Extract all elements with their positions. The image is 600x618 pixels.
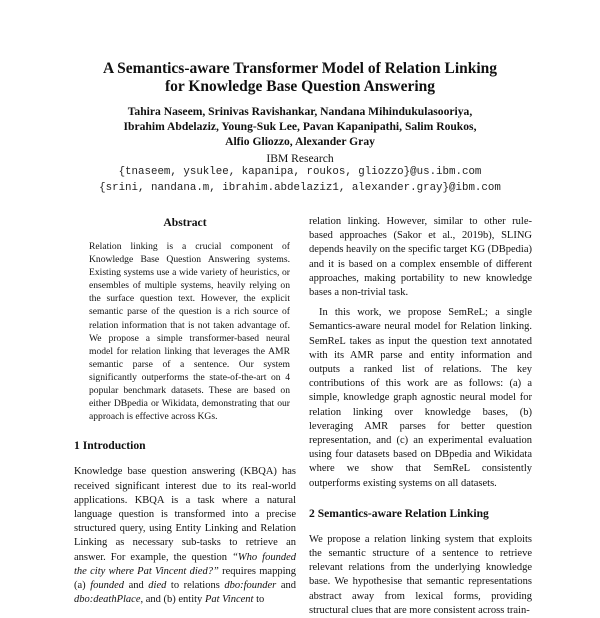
author-list [0, 104, 600, 149]
left-column [74, 216, 296, 607]
contributions-paragraph: In this work, we propose SemReL; a single Semantics-aware neural model for Relation linking. SemReL takes as input the question text annotated with its AMR parse and entity information and outputs a ranked list of relations. The key contributions of this work are as follows: (a) a simple, knowledge graph agnostic neural model for relation linking over knowledge bases, (b) leveraging AMR parses for better question representation, and (c) an experimental evaluation using four datasets based on DBpedia and Wikidata where we show that SemReL consistently outperforms existing systems on all datasets. [309, 307, 532, 489]
right-column [309, 215, 532, 618]
authors-line-3: Alfio Gliozzo, Alexander Gray [225, 135, 375, 148]
related-work-paragraph: relation linking. However, similar to other rule-based approaches (Sakor et al., 2019b), SLING depends heavily on the specific target KG (DBpedia) and it is based on a complex ensemble of different approaches, making portability to new knowledge bases a non-trivial task. [309, 216, 532, 299]
affiliation: IBM Research [266, 152, 334, 165]
section-2-heading: 2 Semantics-aware Relation Linking [309, 506, 489, 520]
title-line-2: for Knowledge Base Question Answering [164, 78, 436, 95]
abstract-heading: Abstract [163, 216, 207, 229]
emails-line-1: {tnaseem, ysuklee, kapanipa, roukos, gliozzo}@us.ibm.com [118, 166, 482, 178]
authors-line-1: Tahira Naseem, Srinivas Ravishankar, Nandana Mihindukulasooriya, [127, 105, 473, 118]
emails-line-2: {srini, nandana.m, ibrahim.abdelaziz1, alexander.gray}@ibm.com [99, 182, 501, 194]
authors-line-2: Ibrahim Abdelaziz, Young-Suk Lee, Pavan Kapanipathi, Salim Roukos, [123, 120, 477, 133]
method-paragraph: We propose a relation linking system that exploits the semantic structure of a sentence to retrieve relevant relations from the underlying knowledge base. We hypothesise that semantic representations abstract away from lexical forms, providing structural clues that are more consistent across train- [309, 533, 532, 616]
section-1-heading: 1 Introduction [74, 439, 146, 453]
paper-title [0, 60, 600, 96]
example-question: “Who founded the city where Pat Vincent died?” [74, 551, 296, 577]
introduction-paragraph: Knowledge base question answering (KBQA) has received significant interest due to its real-world applications. KBQA is a task where a natural language question is transformed into a precise structured query, using Entity Linking and Relation Linking as necessary sub-tasks to retrieve an answer. For example, the question “Who founded the city where Pat Vincent died?” requires mapping (a) founded and died to relations dbo:founder and dbo:deathPlace, and (b) entity Pat Vincent to [74, 466, 297, 606]
abstract-text: Relation linking is a crucial component of Knowledge Base Question Answering systems. Existing systems use a wide variety of heuristics, or ensembles of multiple systems, heavily relying on the surface question text. However, the explicit semantic parse of the question is a rich source of relation information that is not taken advantage of. We propose a simple transformer-based neural model for relation linking that leverages the AMR semantic parse of a sentence. Our system significantly outperforms the state-of-the-art on 4 popular benchmark datasets. These are based on either DBpedia or Wikidata, demonstrating that our approach is effective across KGs. [89, 241, 290, 423]
author-emails [0, 164, 600, 196]
title-line-1: A Semantics-aware Transformer Model of Relation Linking [102, 60, 498, 77]
